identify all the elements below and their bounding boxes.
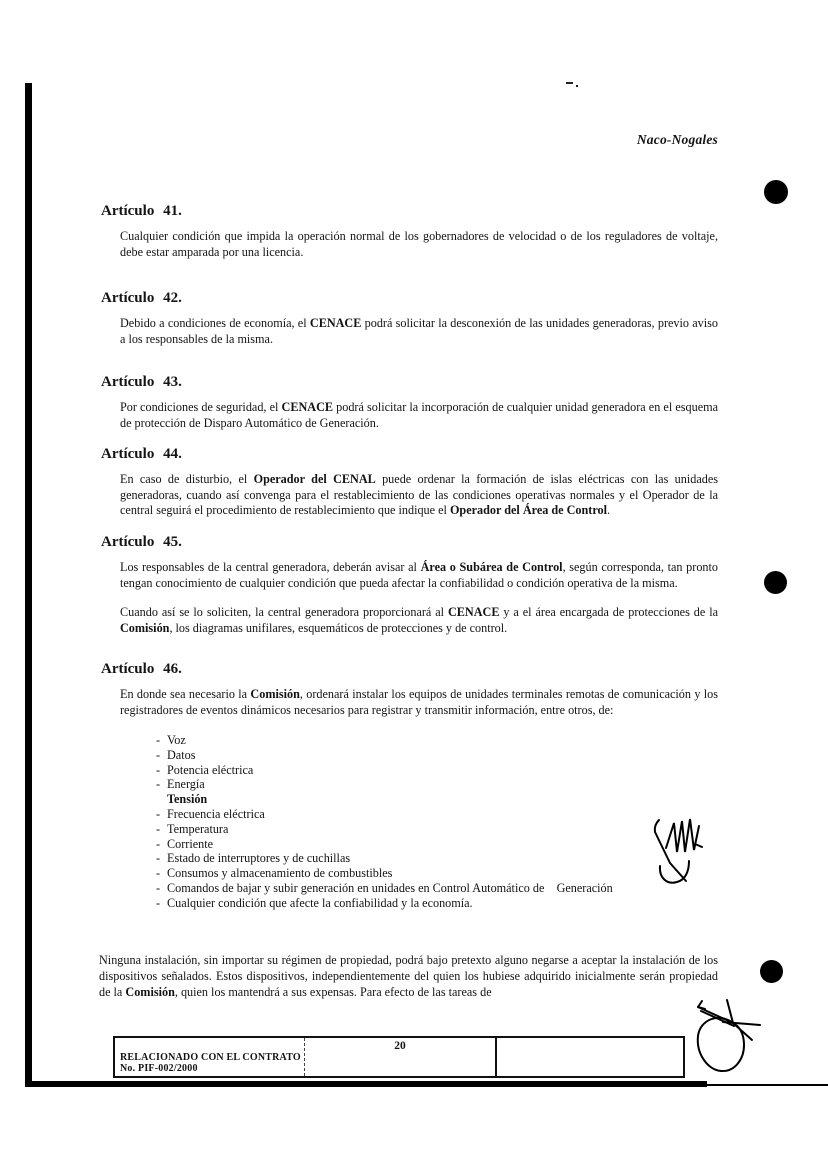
left-margin-scan-bar (25, 83, 32, 1087)
bottom-margin-scan-bar (25, 1081, 707, 1087)
list-item (156, 748, 718, 763)
header-project-name: Naco-Nogales (636, 132, 718, 147)
list-item (156, 777, 718, 792)
list-item-label: Temperatura (167, 821, 229, 836)
footer-empty-cell (497, 1038, 683, 1076)
article-title: Artículo 42. (101, 290, 182, 306)
list-dash: - (156, 777, 161, 792)
article-title: Artículo 43. (101, 374, 182, 390)
article-section-43 (101, 374, 718, 445)
list-dash: - (156, 851, 161, 866)
list-item-label: Voz (167, 733, 186, 747)
list-item-label: Estado de interruptores y de cuchillas (167, 851, 351, 866)
article-section-45 (101, 534, 718, 650)
list-item-label: Frecuencia eléctrica (167, 806, 265, 821)
list-item-label: Consumos y almacenamiento de combustibles (167, 866, 393, 881)
list-item (156, 792, 718, 807)
list-dash (156, 792, 167, 807)
article-title: Artículo 41. (101, 203, 182, 219)
article-paragraph: Cuando así se lo soliciten, la central generadora proporcionará al CENACE y a el área encargada de protecciones de la Comisión, los diagramas unifilares, esquemáticos de protecciones y de control. (120, 605, 718, 635)
signature-scribble-lower (688, 996, 768, 1078)
bottom-margin-scan-bar-thin (707, 1084, 828, 1086)
article-section-42 (101, 290, 718, 361)
list-item-label: Potencia eléctrica (167, 762, 254, 777)
footer-table (113, 1036, 685, 1078)
article-paragraph: Por condiciones de seguridad, el CENACE podrá solicitar la incorporación de cualquier unidad generadora en el esquema de protección de Disparo Automático de Generación. (120, 400, 718, 430)
punch-hole-middle (764, 571, 787, 594)
list-dash: - (156, 836, 161, 851)
footer-page-number: 20 (394, 1040, 406, 1052)
list-item-label: Corriente (167, 836, 214, 851)
article-title: Artículo 46. (101, 661, 182, 677)
article-title: Artículo 44. (101, 446, 182, 462)
footer-contract-line2: No. PIF-002/2000 (120, 1063, 198, 1074)
footer-contract-line1: RELACIONADO CON EL CONTRATO (120, 1052, 301, 1063)
list-dash: - (156, 880, 161, 895)
signature-scribble-upper (633, 806, 703, 898)
article-paragraph: Debido a condiciones de economía, el CENACE podrá solicitar la desconexión de las unidades generadoras, previo aviso a los responsables de la misma. (120, 316, 718, 346)
list-dash: - (156, 762, 161, 777)
article-paragraph: Los responsables de la central generadora, deberán avisar al Área o Subárea de Control, según corresponda, tan pronto tengan conocimiento de cualquier condición que pueda afectar la confiabilidad o condición operativa de la misma. (120, 560, 719, 590)
footer-contract-cell (115, 1038, 305, 1076)
article-paragraph: Cualquier condición que impida la operación normal de los gobernadores de velocidad o de los reguladores de voltaje, debe estar amparada por una licencia. (120, 229, 718, 259)
article-section-41 (101, 203, 718, 274)
scan-artifact-smudge (566, 81, 580, 88)
list-dash: - (156, 806, 161, 821)
article-section-46 (101, 661, 718, 911)
closing-paragraph: Ninguna instalación, sin importar su régimen de propiedad, podrá bajo pretexto alguno negarse a aceptar la instalación de los dispositivos señalados. Estos dispositivos, independientemente del quien los hubiese adquirido inicialmente serán propiedad de la Comisión, quien los mantendrá a sus expensas. Para efecto de las tareas de (99, 953, 718, 999)
list-item-label: Comandos de bajar y subir generación en unidades en Control Automático de Generación (167, 880, 613, 895)
list-dash: - (156, 747, 161, 762)
punch-hole-bottom (760, 960, 783, 983)
list-item (156, 733, 718, 748)
list-item-label: Cualquier condición que afecte la confiabilidad y la economía. (167, 895, 473, 910)
article-section-44 (101, 446, 718, 533)
punch-hole-top (764, 180, 788, 204)
list-item-label: Tensión (167, 792, 208, 807)
list-item (156, 763, 718, 778)
list-dash: - (156, 866, 161, 881)
article-title: Artículo 45. (101, 534, 182, 550)
list-item-label: Datos (167, 747, 196, 762)
footer-page-cell (305, 1038, 497, 1076)
article-paragraph: En caso de disturbio, el Operador del CENAL puede ordenar la formación de islas eléctricas con las unidades generadoras, cuando así convenga para el restablecimiento de las condiciones operativas normales y el Operador de la central seguirá el procedimiento de restablecimiento que indique el Operador del Área de Control. (120, 472, 718, 517)
list-dash: - (156, 895, 161, 910)
article-paragraph: En donde sea necesario la Comisión, ordenará instalar los equipos de unidades terminales remotas de comunicación y los registradores de eventos dinámicos necesarios para registrar y transmitir información, entre otros, de: (120, 687, 719, 717)
list-dash: - (156, 733, 161, 747)
list-item-label: Energía (167, 777, 205, 792)
list-dash: - (156, 821, 161, 836)
